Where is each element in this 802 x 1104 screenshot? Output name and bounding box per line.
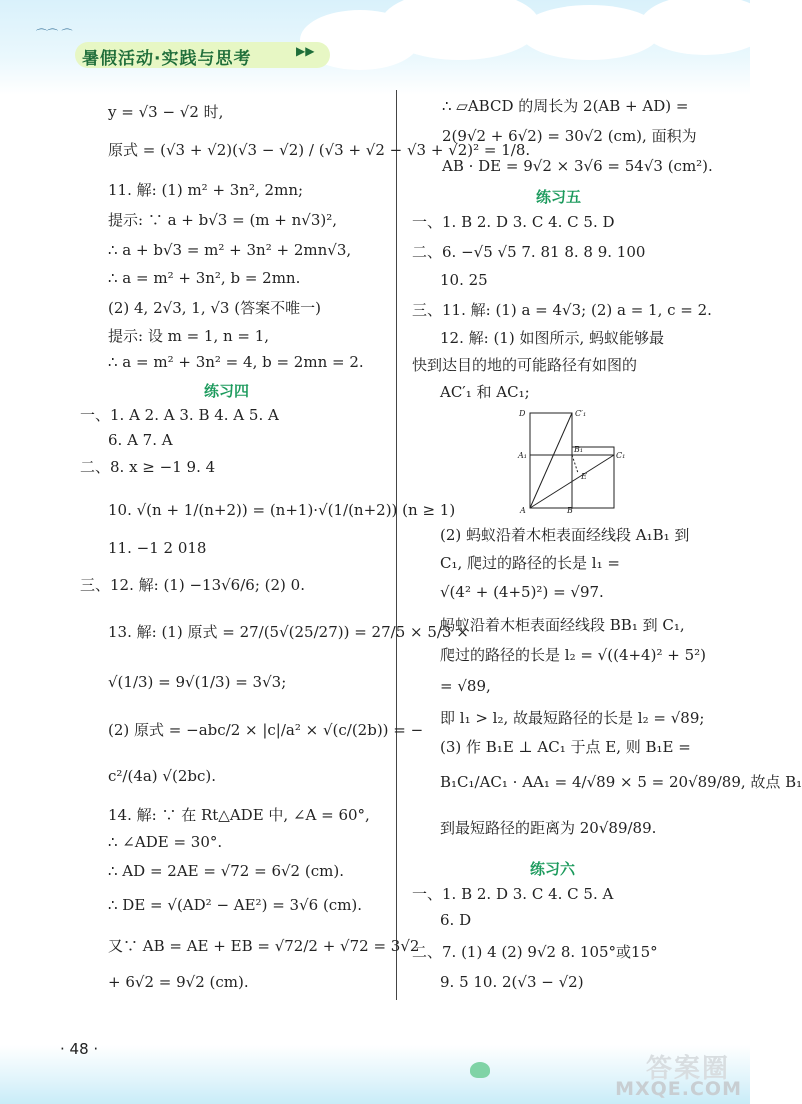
text-line: ∴ DE = √(AD² − AE²) = 3√6 (cm). [108,896,363,914]
header-title: 暑假活动·实践与思考 [82,49,252,69]
section-heading: 练习四 [204,382,250,400]
double-arrow-icon: ▶▶ [296,44,315,58]
cloud-decoration [640,0,770,55]
watermark-text-bottom: MXQE.COM [615,1078,742,1100]
column-divider [396,90,397,1000]
text-line: 到最短路径的距离为 20√89/89. [440,819,657,837]
text-line: c²/(4a) √(2bc). [108,767,217,785]
text-line: (2) 原式 = −abc/2 × |c|/a² × √(c/(2b)) = − [108,721,424,739]
diagram-perpendicular [572,455,578,473]
section-heading: 练习五 [536,188,582,206]
text-line: 6. D [440,911,472,929]
turtle-icon [470,1062,490,1078]
text-line: 二、8. x ≥ −1 9. 4 [80,458,216,476]
bird-icon: ⌒⌒ ⌒ [36,28,73,41]
text-line: ∴ ▱ABCD 的周长为 2(AB + AD) = [442,97,689,115]
text-line: 三、11. 解: (1) a = 4√3; (2) a = 1, c = 2. [412,301,712,319]
text-line: (2) 4, 2√3, 1, √3 (答案不唯一) [108,299,321,317]
text-line: ∴ a = m² + 3n² = 4, b = 2mn = 2. [108,353,364,371]
label-A1: A₁ [518,451,527,460]
label-E: E [581,472,587,481]
text-line: √(4² + (4+5)²) = √97. [440,583,604,601]
text-line: + 6√2 = 9√2 (cm). [108,973,249,991]
cabinet-diagram [515,405,645,513]
text-line: 原式 = (√3 + √2)(√3 − √2) / (√3 + √2 − √3 + √2)² = 1/8. [108,141,531,159]
text-line: ∴ ∠ADE = 30°. [108,833,223,851]
section-heading: 练习六 [530,860,576,878]
label-C1: C₁ [616,451,626,460]
diagram-path-ac1-prime [530,413,572,508]
text-line: 二、7. (1) 4 (2) 9√2 8. 105°或15° [412,943,658,961]
text-line: 一、1. B 2. D 3. C 4. C 5. A [412,885,614,903]
text-line: 13. 解: (1) 原式 = 27/(5√(25/27)) = 27/5 × 5/3 × [108,623,469,641]
label-C1-prime: C′₁ [575,409,587,418]
text-line: B₁C₁/AC₁ · AA₁ = 4/√89 × 5 = 20√89/89, 故点 B₁ [440,773,802,791]
text-line: 提示: ∵ a + b√3 = (m + n√3)², [108,211,338,229]
label-B: B [567,506,573,515]
text-line: (2) 蚂蚁沿着木柜表面经线段 A₁B₁ 到 [440,526,690,544]
text-line: 2(9√2 + 6√2) = 30√2 (cm), 面积为 [442,127,697,145]
text-line: 又∵ AB = AE + EB = √72/2 + √72 = 3√2 [108,937,420,955]
text-line: 提示: 设 m = 1, n = 1, [108,327,270,345]
label-A: A [520,506,526,515]
text-line: 爬过的路径的长是 l₂ = √((4+4)² + 5²) [440,646,706,664]
label-B1: B₁ [574,445,584,454]
label-D: D [519,409,526,418]
watermark-text-top: 答案圈 [645,1054,730,1084]
text-line: (3) 作 B₁E ⊥ AC₁ 于点 E, 则 B₁E = [440,738,691,756]
text-line: ∴ a = m² + 3n², b = 2mn. [108,269,301,287]
text-line: 快到达目的地的可能路径有如图的 [412,356,638,374]
text-line: 一、1. B 2. D 3. C 4. C 5. D [412,213,615,231]
text-line: ∴ a + b√3 = m² + 3n² + 2mn√3, [108,241,352,259]
page-header [0,0,750,95]
text-line: √(1/3) = 9√(1/3) = 3√3; [108,673,287,691]
text-line: 即 l₁ > l₂, 故最短路径的长是 l₂ = √89; [440,709,705,727]
text-line: 10. √(n + 1/(n+2)) = (n+1)·√(1/(n+2)) (n ≥ 1) [108,501,456,519]
text-line: 12. 解: (1) 如图所示, 蚂蚁能够最 [440,329,664,347]
text-line: AB · DE = 9√2 × 3√6 = 54√3 (cm²). [442,157,713,175]
text-line: C₁, 爬过的路径的长是 l₁ = [440,554,620,572]
text-line: 一、1. A 2. A 3. B 4. A 5. A [80,406,279,424]
text-line: 10. 25 [440,271,488,289]
watermark-logo [606,1048,742,1098]
text-line: 11. 解: (1) m² + 3n², 2mn; [108,181,304,199]
text-line: 9. 5 10. 2(√3 − √2) [440,973,584,991]
text-line: AC′₁ 和 AC₁; [440,383,530,401]
page-number: · 48 · [60,1040,99,1058]
text-line: = √89, [440,677,491,695]
text-line: ∴ AD = 2AE = √72 = 6√2 (cm). [108,862,344,880]
text-line: 14. 解: ∵ 在 Rt△ADE 中, ∠A = 60°, [108,806,370,824]
text-line: 6. A 7. A [108,431,173,449]
text-line: 三、12. 解: (1) −13√6/6; (2) 0. [80,576,305,594]
text-line: 11. −1 2 018 [108,539,207,557]
text-line: 蚂蚁沿着木柜表面经线段 BB₁ 到 C₁, [440,616,685,634]
text-line: 二、6. −√5 √5 7. 81 8. 8 9. 100 [412,243,646,261]
text-line: y = √3 − √2 时, [108,103,224,121]
cloud-decoration [520,5,660,60]
